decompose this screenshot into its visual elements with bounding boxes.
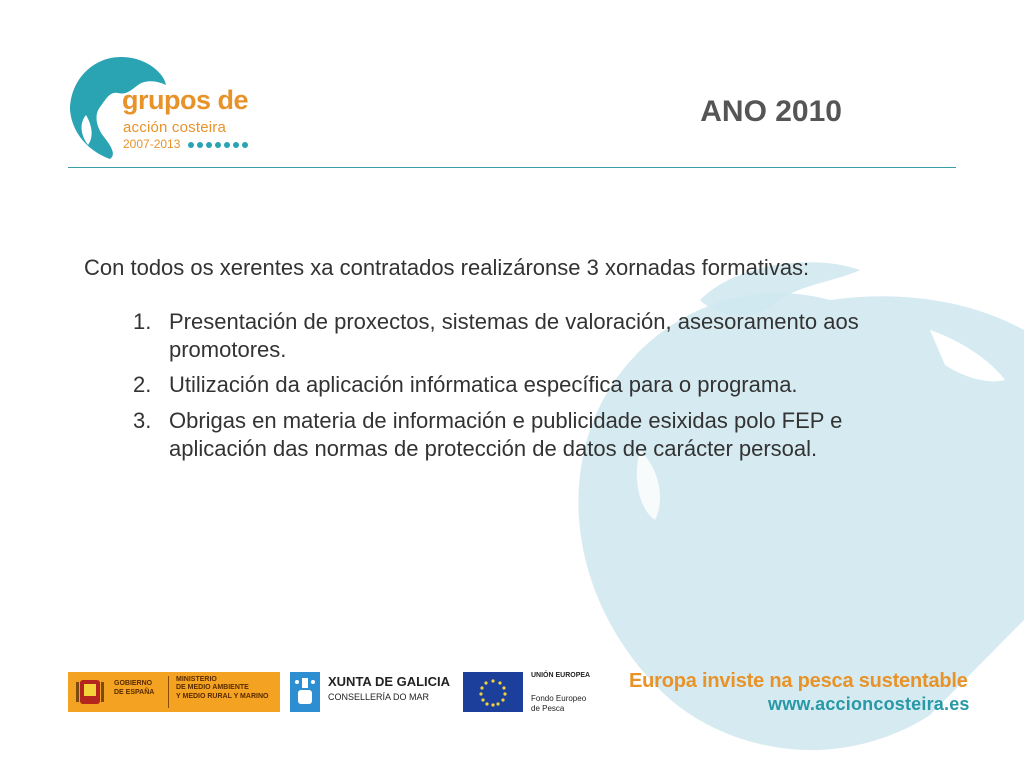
list-item-text: Obrigas en materia de información e publicidade esixidas polo FEP e aplicación das normas de protección de datos de carácter persoal. — [169, 407, 843, 461]
list-item-number: 3. — [133, 407, 152, 433]
xunta-galicia-logo — [290, 668, 460, 716]
gobierno-espana-logo — [68, 672, 280, 712]
header-divider — [68, 167, 956, 168]
list-item-text: Presentación de proxectos, sistemas de valoración, asesoramento aos promotores. — [169, 309, 859, 363]
logo-text-years: 2007-2013 — [123, 137, 181, 151]
union-europea-logo — [463, 668, 633, 716]
website-link[interactable]: www.accioncosteira.es — [768, 694, 970, 714]
gobierno-text: GOBIERNO DE ESPAÑA — [114, 680, 155, 696]
ministerio-text: MINISTERIO DE MEDIO AMBIENTE Y MEDIO RURAL Y MARINO — [176, 676, 269, 700]
xunta-department: CONSELLERÍA DO MAR — [328, 692, 430, 702]
grupos-accion-costeira-logo — [66, 55, 266, 165]
list-item-number: 2. — [133, 372, 152, 398]
xunta-name: XUNTA DE GALICIA — [328, 674, 451, 689]
logo-text-grupos-de: grupos de — [122, 85, 249, 115]
eu-flag-icon — [463, 672, 523, 712]
slogan: Europa inviste na pesca sustentable — [629, 670, 968, 692]
page-title: ANO 2010 — [700, 95, 842, 128]
training-sessions-list — [84, 308, 944, 463]
coat-of-arms-icon — [74, 676, 106, 708]
gobierno-separator — [168, 676, 169, 708]
xunta-emblem-icon — [290, 672, 320, 712]
list-item-text: Utilización da aplicación infórmatica específica para o programa. — [169, 372, 798, 398]
logo-text-accion-costeira: acción costeira — [123, 119, 227, 136]
intro-paragraph: Con todos os xerentes xa contratados realizáronse 3 xornadas formativas: — [84, 255, 810, 280]
list-item — [84, 308, 944, 364]
slide-body — [84, 254, 944, 470]
eu-title: UNIÓN EUROPEA — [531, 672, 591, 679]
eu-fund: Fondo Europeo de Pesca — [531, 694, 587, 713]
logo-dots-icon — [187, 141, 253, 149]
list-item — [84, 407, 944, 463]
list-item-number: 1. — [133, 309, 152, 335]
list-item — [84, 371, 944, 399]
